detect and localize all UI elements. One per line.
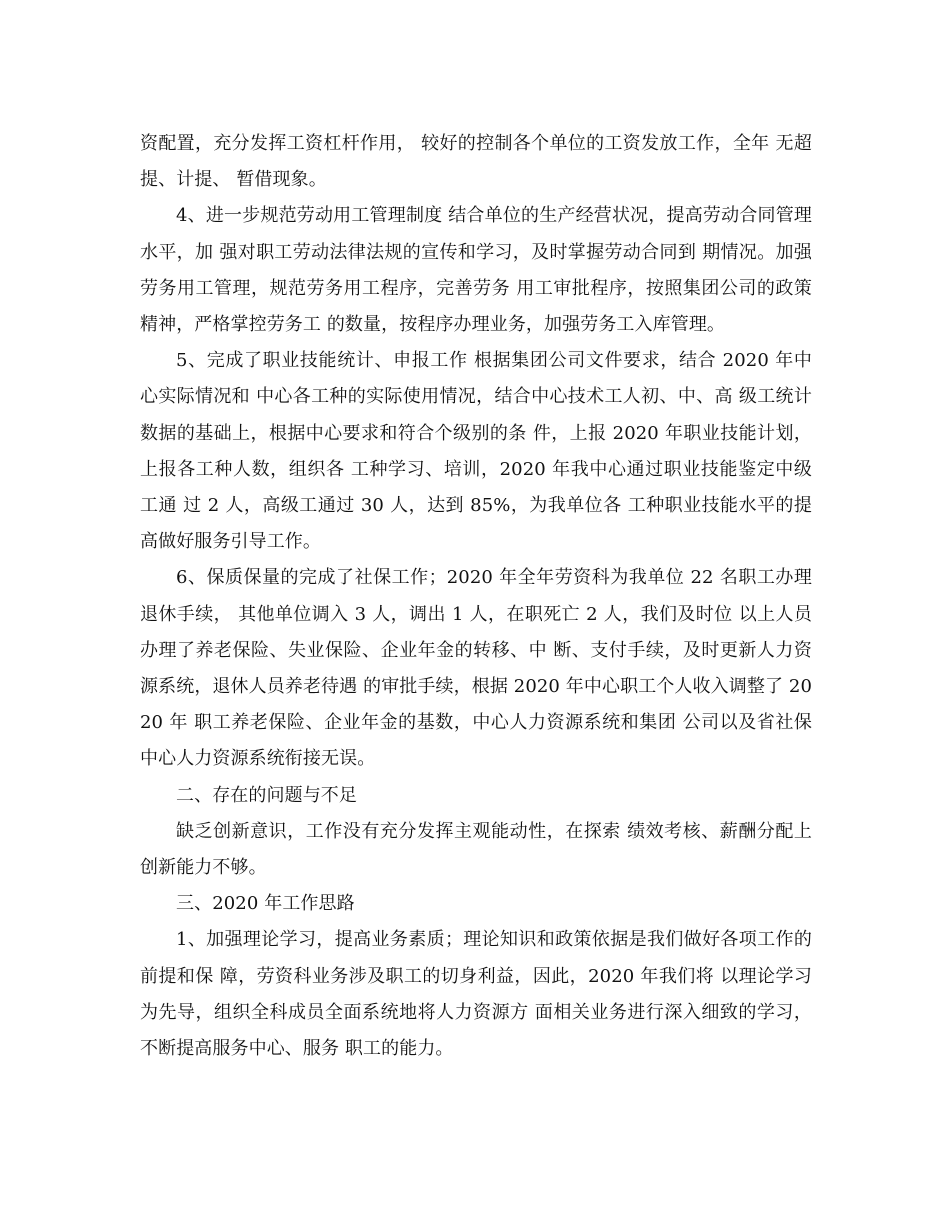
document-body xyxy=(140,126,812,1067)
paragraph-vocational-skills: 5、完成了职业技能统计、申报工作 根据集团公司文件要求，结合 2020 年中心实际情况和 中心各工种的实际使用情况，结合中心技术工人初、中、高 级工统计数据的基础上，根据中心要求和符合个级别的条 件，上报 2020 年职业技能计划，上报各工种人数，组织各 工种学习、培训，2020 年我中心通过职业技能鉴定中级工通 过 2 人，高级工通过 30 人，达到 85%，为我单位各 工种职业技能水平的提高做好服务引导工作。 xyxy=(140,350,812,553)
paragraph-theory-study: 1、加强理论学习，提高业务素质；理论知识和政策依据是我们做好各项工作的前提和保 障，劳资科业务涉及职工的切身利益，因此，2020 年我们将 以理论学习为先导，组织全科成员全面系统地将人力资源方 面相关业务进行深入细致的学习，不断提高服务中心、服务 职工的能力。 xyxy=(140,929,812,1060)
paragraph-problems: 缺乏创新意识，工作没有充分发挥主观能动性，在探索 绩效考核、薪酬分配上创新能力不够。 xyxy=(140,820,812,879)
paragraph-labor-management: 4、进一步规范劳动用工管理制度 结合单位的生产经营状况，提高劳动合同管理水平，加 强对职工劳动法律法规的宣传和学习，及时掌握劳动合同到 期情况。加强劳务用工管理，规范劳务用工程序，完善劳务 用工审批程序，按照集团公司的政策精神，严格掌控劳务工 的数量，按程序办理业务，加强劳务工入库管理。 xyxy=(140,205,812,336)
section-heading-problems: 二、存在的问题与不足 xyxy=(176,784,357,806)
paragraph-continuation: 资配置，充分发挥工资杠杆作用， 较好的控制各个单位的工资发放工作，全年 无超提、计提、 暂借现象。 xyxy=(140,133,812,191)
section-heading-work-plan: 三、2020 年工作思路 xyxy=(176,893,355,915)
paragraph-social-insurance: 6、保质保量的完成了社保工作；2020 年全年劳资科为我单位 22 名职工办理退休手续， 其他单位调入 3 人，调出 1 人，在职死亡 2 人，我们及时位 以上人员办理了养老保险、失业保险、企业年金的转移、中 断、支付手续，及时更新人力资源系统，退休人员养老待遇 的审批手续，根据 2020 年中心职工个人收入调整了 2020 年 职工养老保险、企业年金的基数，中心人力资源系统和集团 公司以及省社保中心人力资源系统衔接无误。 xyxy=(140,567,812,770)
